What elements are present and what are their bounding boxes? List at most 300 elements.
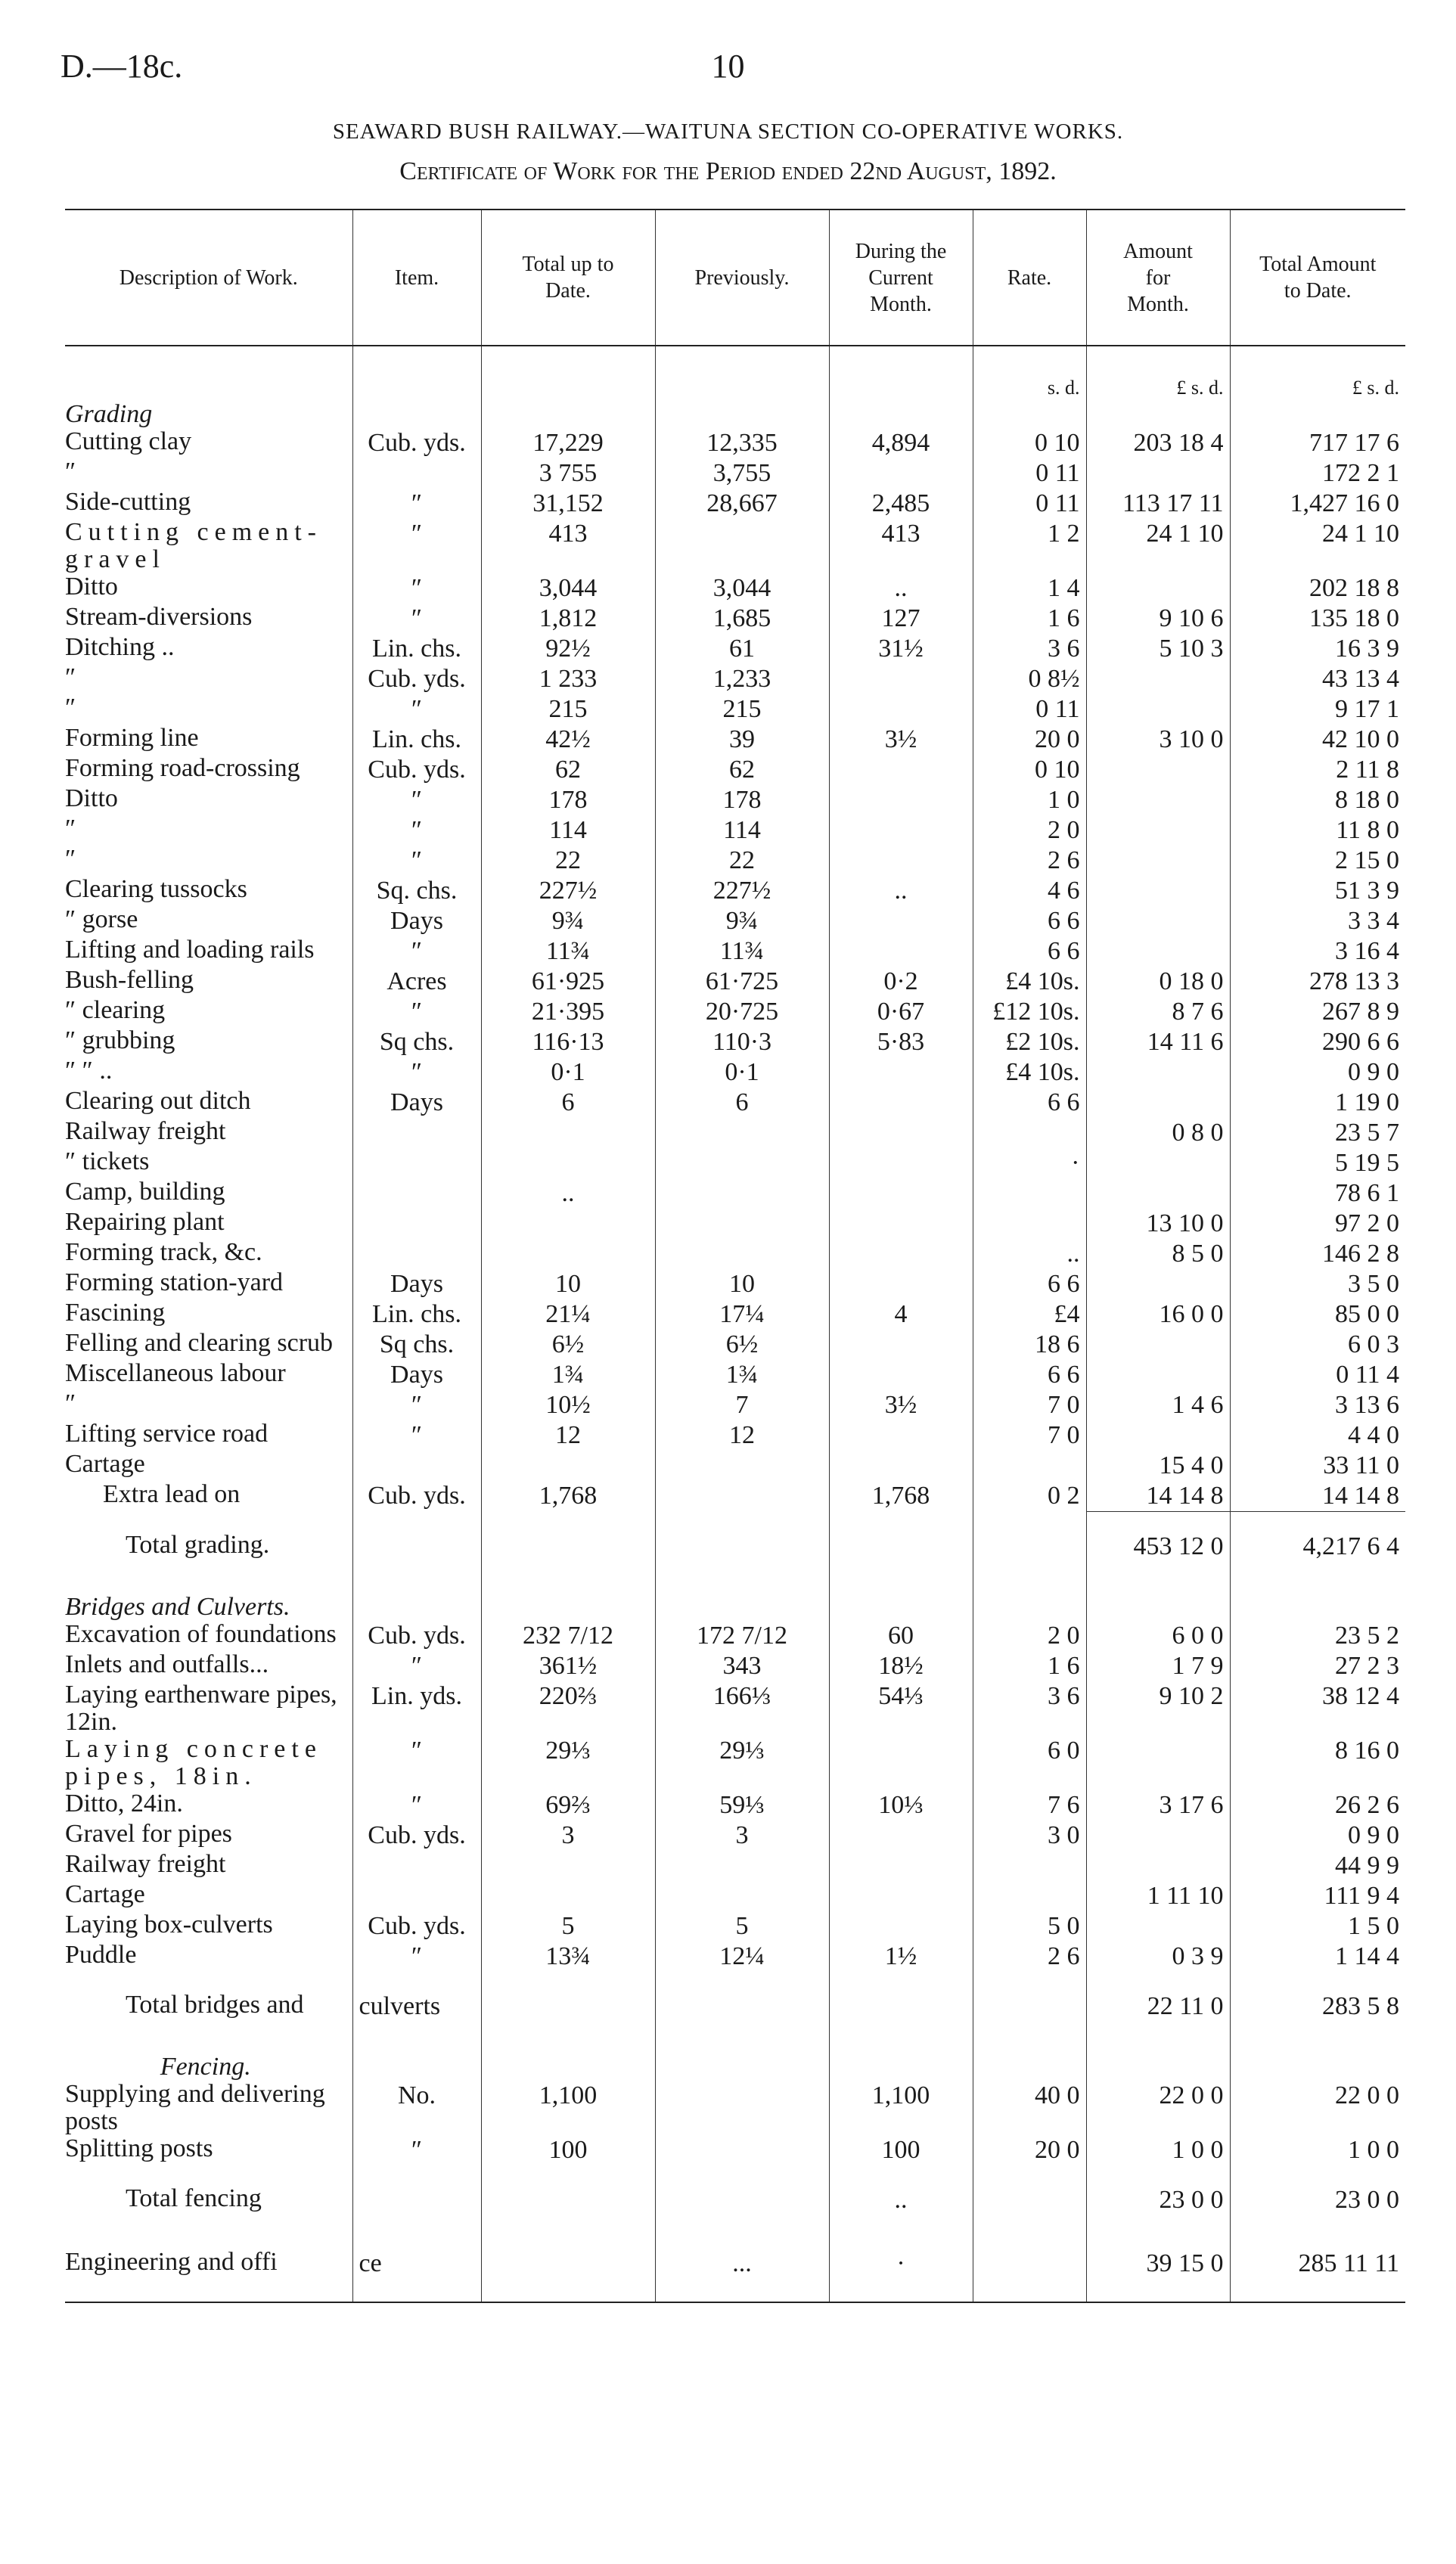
row-total: 17,229: [481, 428, 655, 458]
row-rate: £4: [973, 1299, 1086, 1330]
total-amount-month: 453 12 0: [1086, 1512, 1230, 1576]
engineering-label-cont: ce: [352, 2229, 481, 2302]
row-item: Lin. yds.: [352, 1681, 481, 1736]
units-blank: [655, 346, 829, 401]
row-description: Puddle: [65, 1941, 137, 1969]
row-amount-month: 113 17 11: [1086, 489, 1230, 519]
row-rate: £12 10s.: [973, 997, 1086, 1027]
row-rate: 1 6: [973, 604, 1086, 634]
row-description: Gravel for pipes: [65, 1820, 232, 1848]
section-total-row: [65, 1972, 1405, 2035]
row-rate: 2 6: [973, 846, 1086, 876]
row-rate: 1 4: [973, 573, 1086, 604]
row-description: ″ clearing: [65, 996, 166, 1024]
row-previously: [655, 1851, 829, 1881]
heading-blank: [655, 2035, 829, 2081]
header-amount-month: Amount for Month.: [1086, 210, 1230, 346]
row-current: 1½: [829, 1942, 973, 1972]
row-item: ″: [352, 815, 481, 846]
table-row: [65, 458, 1405, 489]
total-blank: [481, 2165, 655, 2229]
row-amount-total: 14 14 8: [1230, 1481, 1405, 1512]
row-amount-total: 1 14 4: [1230, 1942, 1405, 1972]
row-amount-month: 14 14 8: [1086, 1481, 1230, 1512]
table-row: [65, 1736, 1405, 1790]
row-previously: 114: [655, 815, 829, 846]
row-total: 232 7/12: [481, 1621, 655, 1651]
heading-blank: [829, 1575, 973, 1621]
row-rate: 6 0: [973, 1736, 1086, 1790]
row-total: [481, 1851, 655, 1881]
row-item: Cub. yds.: [352, 1621, 481, 1651]
row-total: 413: [481, 519, 655, 573]
row-amount-month: [1086, 846, 1230, 876]
row-current: 3½: [829, 725, 973, 755]
heading-blank: [481, 401, 655, 428]
row-total: 215: [481, 694, 655, 725]
row-current: 4: [829, 1299, 973, 1330]
table-row: [65, 876, 1405, 906]
row-item: ″: [352, 997, 481, 1027]
row-total: 1¾: [481, 1360, 655, 1390]
engineering-previously: ...: [655, 2229, 829, 2302]
row-current: [829, 1420, 973, 1451]
total-blank: [973, 1512, 1086, 1576]
row-current: [829, 785, 973, 815]
row-description: Forming line: [65, 724, 199, 752]
row-description: Clearing out ditch: [65, 1087, 251, 1115]
row-description: ″: [65, 458, 76, 486]
table-row: [65, 1239, 1405, 1269]
table-row: [65, 1651, 1405, 1681]
row-rate: £2 10s.: [973, 1027, 1086, 1057]
row-item: [352, 1148, 481, 1178]
row-amount-month: [1086, 694, 1230, 725]
heading-blank: [829, 401, 973, 428]
page-number: 10: [711, 48, 745, 85]
row-amount-month: [1086, 1911, 1230, 1942]
total-amount-total: 283 5 8: [1230, 1972, 1405, 2035]
row-rate: 40 0: [973, 2081, 1086, 2135]
row-rate: 0 11: [973, 694, 1086, 725]
header-total: Total up to Date.: [481, 210, 655, 346]
total-amount-month: 23 0 0: [1086, 2165, 1230, 2229]
table-row: [65, 1057, 1405, 1088]
row-rate: 20 0: [973, 2135, 1086, 2165]
table-row: [65, 1027, 1405, 1057]
table-row: [65, 1681, 1405, 1736]
table-row: [65, 1420, 1405, 1451]
row-item: Sq. chs.: [352, 876, 481, 906]
row-rate: 6 6: [973, 1269, 1086, 1299]
row-previously: [655, 1209, 829, 1239]
table-row: [65, 573, 1405, 604]
row-amount-month: [1086, 785, 1230, 815]
row-total: 114: [481, 815, 655, 846]
row-item: Cub. yds.: [352, 664, 481, 694]
row-total: 31,152: [481, 489, 655, 519]
row-previously: 61·725: [655, 967, 829, 997]
row-description: Splitting posts: [65, 2134, 213, 2162]
row-amount-month: [1086, 1088, 1230, 1118]
row-previously: 5: [655, 1911, 829, 1942]
row-rate: 2 6: [973, 1942, 1086, 1972]
row-rate: 20 0: [973, 725, 1086, 755]
row-total: 1,812: [481, 604, 655, 634]
heading-blank: [481, 2035, 655, 2081]
row-amount-total: 38 12 4: [1230, 1681, 1405, 1736]
table-row: [65, 604, 1405, 634]
row-item: Acres: [352, 967, 481, 997]
total-amount-total: 23 0 0: [1230, 2165, 1405, 2229]
heading-blank: [655, 1575, 829, 1621]
row-previously: [655, 2135, 829, 2165]
row-rate: 6 6: [973, 1360, 1086, 1390]
row-rate: 3 6: [973, 634, 1086, 664]
total-blank: [973, 2165, 1086, 2229]
row-amount-month: 16 0 0: [1086, 1299, 1230, 1330]
total-amount-total: 4,217 6 4: [1230, 1512, 1405, 1576]
heading-blank: [1086, 401, 1230, 428]
row-previously: 28,667: [655, 489, 829, 519]
section-heading: Bridges and Culverts.: [65, 1593, 290, 1621]
row-current: 2,485: [829, 489, 973, 519]
row-item: Sq chs.: [352, 1330, 481, 1360]
row-current: 4,894: [829, 428, 973, 458]
row-description: Felling and clearing scrub: [65, 1329, 334, 1357]
row-total: 10: [481, 1269, 655, 1299]
row-amount-month: 0 18 0: [1086, 967, 1230, 997]
total-label: Total fencing: [126, 2184, 262, 2212]
row-current: 1,100: [829, 2081, 973, 2135]
table-row: [65, 997, 1405, 1027]
row-description: Ditto, 24in.: [65, 1790, 183, 1817]
total-blank: [655, 2165, 829, 2229]
units-blank: [65, 346, 352, 401]
row-item: Days: [352, 1269, 481, 1299]
table-row: [65, 815, 1405, 846]
engineering-blank: [973, 2229, 1086, 2302]
row-item: [352, 1178, 481, 1209]
row-item: ″: [352, 489, 481, 519]
row-amount-total: 2 15 0: [1230, 846, 1405, 876]
row-amount-total: 16 3 9: [1230, 634, 1405, 664]
row-previously: [655, 1148, 829, 1178]
row-current: [829, 1178, 973, 1209]
page-header: [0, 0, 1456, 113]
row-item: Lin. chs.: [352, 634, 481, 664]
row-item: Days: [352, 906, 481, 936]
row-amount-total: 11 8 0: [1230, 815, 1405, 846]
total-label-cont: [352, 2165, 481, 2229]
row-item: ″: [352, 1790, 481, 1821]
row-description: ″ gorse: [65, 905, 138, 933]
row-total: 3,044: [481, 573, 655, 604]
row-total: [481, 1209, 655, 1239]
row-current: [829, 1330, 973, 1360]
row-total: 3: [481, 1821, 655, 1851]
total-current: [829, 1512, 973, 1576]
heading-blank: [1230, 1575, 1405, 1621]
row-current: [829, 936, 973, 967]
row-total: 22: [481, 846, 655, 876]
row-total: 1,100: [481, 2081, 655, 2135]
row-item: ″: [352, 1420, 481, 1451]
row-item: ″: [352, 519, 481, 573]
row-amount-month: 13 10 0: [1086, 1209, 1230, 1239]
row-amount-month: [1086, 1330, 1230, 1360]
total-amount-month: 22 11 0: [1086, 1972, 1230, 2035]
row-description: Camp, building: [65, 1178, 225, 1206]
row-item: Cub. yds.: [352, 1821, 481, 1851]
table-row: [65, 1088, 1405, 1118]
table-row: [65, 1269, 1405, 1299]
row-current: [829, 815, 973, 846]
row-previously: 11¾: [655, 936, 829, 967]
row-item: ″: [352, 785, 481, 815]
row-amount-month: 3 10 0: [1086, 725, 1230, 755]
row-item: ″: [352, 604, 481, 634]
document-reference: D.—18c.: [61, 48, 183, 85]
row-total: 21¼: [481, 1299, 655, 1330]
engineering-row: [65, 2229, 1405, 2302]
row-amount-month: 203 18 4: [1086, 428, 1230, 458]
row-current: [829, 1269, 973, 1299]
table-row: [65, 1851, 1405, 1881]
row-description: Lifting service road: [65, 1420, 269, 1448]
engineering-amount-month: 39 15 0: [1086, 2229, 1230, 2302]
row-current: 18½: [829, 1651, 973, 1681]
row-amount-month: 8 7 6: [1086, 997, 1230, 1027]
row-total: 1 233: [481, 664, 655, 694]
table-row: [65, 967, 1405, 997]
row-amount-total: 5 19 5: [1230, 1148, 1405, 1178]
row-total: 13¾: [481, 1942, 655, 1972]
row-amount-total: 267 8 9: [1230, 997, 1405, 1027]
row-description: ″ ″ ..: [65, 1057, 113, 1085]
row-amount-total: 3 3 4: [1230, 906, 1405, 936]
row-amount-month: [1086, 1851, 1230, 1881]
row-amount-month: 1 11 10: [1086, 1881, 1230, 1911]
row-current: 10⅓: [829, 1790, 973, 1821]
row-amount-month: [1086, 906, 1230, 936]
row-amount-month: [1086, 815, 1230, 846]
row-description: ″ tickets: [65, 1147, 150, 1175]
table-row: [65, 725, 1405, 755]
row-amount-total: 8 18 0: [1230, 785, 1405, 815]
row-current: [829, 1118, 973, 1148]
row-previously: 59⅓: [655, 1790, 829, 1821]
heading-blank: [655, 401, 829, 428]
row-description: Railway freight: [65, 1117, 226, 1145]
row-total: 361½: [481, 1651, 655, 1681]
row-amount-total: 3 13 6: [1230, 1390, 1405, 1420]
row-item: ″: [352, 1390, 481, 1420]
row-amount-total: 3 5 0: [1230, 1269, 1405, 1299]
row-amount-total: 2 11 8: [1230, 755, 1405, 785]
row-amount-month: [1086, 755, 1230, 785]
row-previously: 12: [655, 1420, 829, 1451]
row-total: 92½: [481, 634, 655, 664]
row-current: 0·2: [829, 967, 973, 997]
row-rate: £4 10s.: [973, 1057, 1086, 1088]
row-rate: 0 10: [973, 755, 1086, 785]
table-row: [65, 489, 1405, 519]
section-total-row: [65, 2165, 1405, 2229]
row-rate: 1 0: [973, 785, 1086, 815]
row-amount-total: 8 16 0: [1230, 1736, 1405, 1790]
row-rate: [973, 1451, 1086, 1481]
row-amount-month: [1086, 936, 1230, 967]
heading-blank: [1086, 2035, 1230, 2081]
table-row: [65, 1821, 1405, 1851]
section-total-row: [65, 1512, 1405, 1576]
row-description: Laying box-culverts: [65, 1911, 273, 1939]
table-row: [65, 1148, 1405, 1178]
row-previously: 62: [655, 755, 829, 785]
header-previously: Previously.: [655, 210, 829, 346]
row-item: ″: [352, 694, 481, 725]
table-row: [65, 2081, 1405, 2135]
row-item: Cub. yds.: [352, 428, 481, 458]
row-total: 227½: [481, 876, 655, 906]
row-previously: 227½: [655, 876, 829, 906]
row-previously: 343: [655, 1651, 829, 1681]
table-row: [65, 1942, 1405, 1972]
row-rate: ..: [973, 1239, 1086, 1269]
row-item: Lin. chs.: [352, 1299, 481, 1330]
row-amount-total: 44 9 9: [1230, 1851, 1405, 1881]
table-row: [65, 1911, 1405, 1942]
row-current: [829, 1736, 973, 1790]
row-amount-total: 6 0 3: [1230, 1330, 1405, 1360]
heading-blank: [481, 1575, 655, 1621]
row-description: Extra lead on: [103, 1480, 241, 1508]
row-amount-total: 33 11 0: [1230, 1451, 1405, 1481]
row-item: ″: [352, 1651, 481, 1681]
row-description: Inlets and outfalls...: [65, 1650, 269, 1678]
row-total: 42½: [481, 725, 655, 755]
table-row: [65, 906, 1405, 936]
row-rate: [973, 1851, 1086, 1881]
row-item: ″: [352, 573, 481, 604]
row-total: ..: [481, 1178, 655, 1209]
table-row: [65, 1209, 1405, 1239]
row-previously: 12,335: [655, 428, 829, 458]
units-blank: [352, 346, 481, 401]
row-rate: 3 0: [973, 1821, 1086, 1851]
table-row: [65, 1330, 1405, 1360]
row-item: ″: [352, 1057, 481, 1088]
row-total: 6½: [481, 1330, 655, 1360]
row-previously: 110·3: [655, 1027, 829, 1057]
row-amount-total: 135 18 0: [1230, 604, 1405, 634]
row-amount-total: 24 1 10: [1230, 519, 1405, 573]
row-amount-total: 278 13 3: [1230, 967, 1405, 997]
total-label-cont: culverts: [352, 1972, 481, 2035]
row-rate: 4 6: [973, 876, 1086, 906]
total-blank: [655, 1972, 829, 2035]
row-current: [829, 1881, 973, 1911]
heading-blank: [973, 1575, 1086, 1621]
row-description: Cutting clay: [65, 427, 192, 455]
row-amount-month: 24 1 10: [1086, 519, 1230, 573]
row-amount-month: 1 7 9: [1086, 1651, 1230, 1681]
table-row: [65, 1178, 1405, 1209]
row-previously: 3,044: [655, 573, 829, 604]
row-rate: [973, 1209, 1086, 1239]
units-blank: [829, 346, 973, 401]
total-label-cont: [352, 1512, 481, 1576]
table-body: [65, 346, 1405, 2302]
row-item: ″: [352, 846, 481, 876]
row-item: Days: [352, 1360, 481, 1390]
row-total: 29⅓: [481, 1736, 655, 1790]
engineering-label: Engineering and offi: [65, 2229, 352, 2302]
row-description: Forming track, &c.: [65, 1238, 262, 1266]
table-row: [65, 664, 1405, 694]
row-amount-month: [1086, 1148, 1230, 1178]
row-current: [829, 906, 973, 936]
row-previously: [655, 1451, 829, 1481]
row-amount-month: 9 10 2: [1086, 1681, 1230, 1736]
row-rate: 6 6: [973, 906, 1086, 936]
row-amount-total: 3 16 4: [1230, 936, 1405, 967]
row-item: ″: [352, 936, 481, 967]
row-previously: 3,755: [655, 458, 829, 489]
row-current: [829, 1821, 973, 1851]
row-current: 5·83: [829, 1027, 973, 1057]
certificate-table: [65, 209, 1405, 2303]
row-total: 11¾: [481, 936, 655, 967]
units-amount-month: £ s. d.: [1086, 346, 1230, 401]
row-previously: 166⅓: [655, 1681, 829, 1736]
row-rate: 3 6: [973, 1681, 1086, 1736]
table-row: [65, 755, 1405, 785]
row-rate: 18 6: [973, 1330, 1086, 1360]
row-item: [352, 1209, 481, 1239]
row-rate: [973, 1178, 1086, 1209]
row-previously: 178: [655, 785, 829, 815]
row-description: Ditto: [65, 784, 118, 812]
row-previously: [655, 1481, 829, 1512]
row-item: Cub. yds.: [352, 755, 481, 785]
row-amount-month: 9 10 6: [1086, 604, 1230, 634]
row-previously: 1,685: [655, 604, 829, 634]
row-rate: 6 6: [973, 936, 1086, 967]
row-amount-total: 23 5 2: [1230, 1621, 1405, 1651]
total-blank: [655, 1512, 829, 1576]
row-rate: 0 10: [973, 428, 1086, 458]
row-previously: [655, 1178, 829, 1209]
table-row: [65, 785, 1405, 815]
row-amount-total: 1,427 16 0: [1230, 489, 1405, 519]
table-row: [65, 936, 1405, 967]
row-description: Side-cutting: [65, 488, 191, 516]
row-amount-total: 27 2 3: [1230, 1651, 1405, 1681]
row-total: 0·1: [481, 1057, 655, 1088]
row-amount-month: [1086, 1360, 1230, 1390]
total-label: Total grading.: [126, 1530, 270, 1559]
row-total: 5: [481, 1911, 655, 1942]
row-amount-month: [1086, 876, 1230, 906]
heading-blank: [829, 2035, 973, 2081]
row-total: 10½: [481, 1390, 655, 1420]
total-blank: [973, 1972, 1086, 2035]
row-description: Bush-felling: [65, 966, 194, 994]
row-total: 21·395: [481, 997, 655, 1027]
row-amount-total: 1 5 0: [1230, 1911, 1405, 1942]
